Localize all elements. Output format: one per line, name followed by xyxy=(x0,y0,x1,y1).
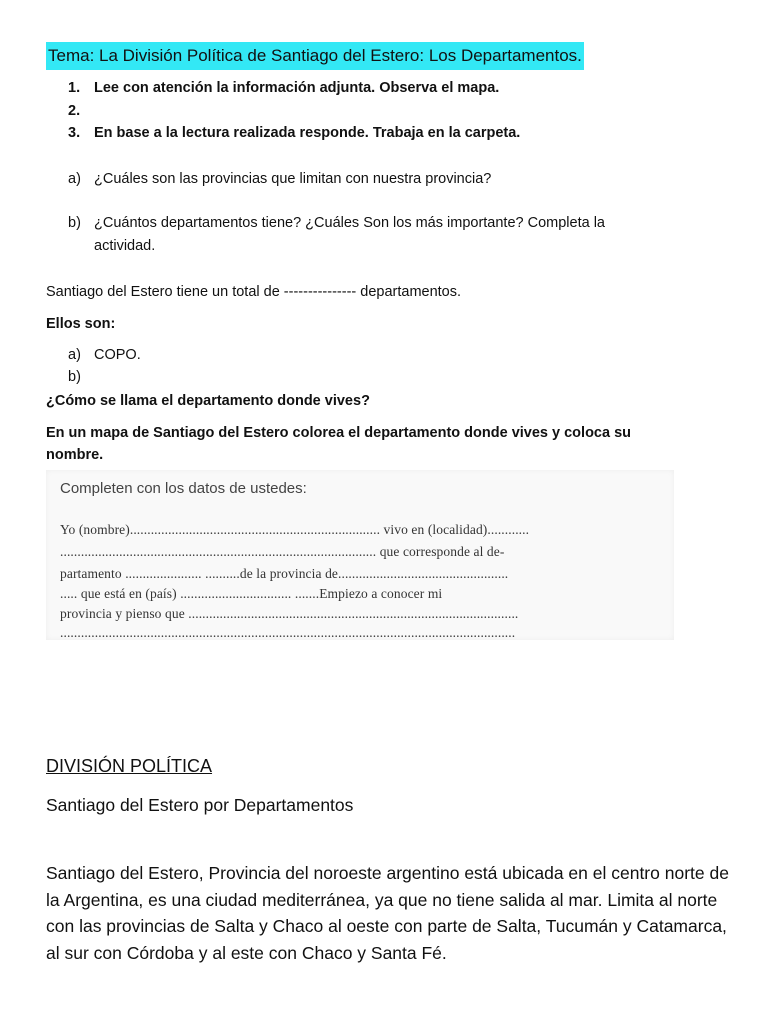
question-b-line2: actividad. xyxy=(94,238,156,254)
instruction-text: Lee con atención la información adjunta. Observa el mapa. xyxy=(94,80,500,96)
form-line-4: ..... que está en (país) ................................ .......Empiezo a conocer mi xyxy=(60,586,443,601)
instruction-item-1 xyxy=(68,80,499,96)
list-text: COPO. xyxy=(94,347,141,363)
question-text-line1: ¿Cuántos departamentos tiene? ¿Cuáles Son los más importante? Completa la xyxy=(94,215,605,231)
section-paragraph: Santiago del Estero, Provincia del noroeste argentino está ubicada en el centro norte de la Argentina, es una ciudad mediterránea, ya que no tiene salida al mar. Limita al norte con las provincias de Salta y Chaco al oeste con parte de Salta, Tucumán y Catamarca, al sur con Córdoba y al este con Chaco y Santa Fé. xyxy=(46,863,729,963)
form-line-1: Yo (nombre)........................................................................ vivo en (localidad)............ xyxy=(60,522,530,537)
page-title: Tema: La División Política de Santiago del Estero: Los Departamentos. xyxy=(46,42,584,70)
section-title: DIVISIÓN POLÍTICA xyxy=(46,756,213,776)
map-instruction-line2: nombre. xyxy=(46,447,104,463)
instruction-number: 3. xyxy=(68,125,81,141)
instruction-text: En base a la lectura realizada responde. Trabaja en la carpeta. xyxy=(94,125,521,141)
list-letter: b) xyxy=(68,369,81,385)
section-subtitle: Santiago del Estero por Departamentos xyxy=(46,795,354,815)
instruction-item-3 xyxy=(68,125,520,141)
form-line-3: partamento ...................... ..........de la provincia de................................................. xyxy=(60,566,509,581)
form-line-5: provincia y pienso que ............................................................................................... xyxy=(60,606,519,621)
question-letter: a) xyxy=(68,171,81,187)
question-department: ¿Cómo se llama el departamento donde vives? xyxy=(46,393,370,409)
question-text: ¿Cuáles son las provincias que limitan con nuestra provincia? xyxy=(94,171,492,187)
department-list-item-b xyxy=(68,369,94,385)
instruction-item-2 xyxy=(68,103,94,119)
total-departments-line: Santiago del Estero tiene un total de --------------- departamentos. xyxy=(46,284,462,300)
form-line-2: ........................................................................................... que corresponde al de- xyxy=(60,544,505,559)
instruction-number: 2. xyxy=(68,103,81,119)
department-list-item-a xyxy=(68,347,141,363)
instruction-number: 1. xyxy=(68,80,81,96)
list-letter: a) xyxy=(68,347,81,363)
question-letter: b) xyxy=(68,215,81,231)
map-instruction-line1: En un mapa de Santiago del Estero colorea el departamento donde vives y coloca su xyxy=(46,425,631,441)
form-line-6: ................................................................................................................................... xyxy=(60,625,516,640)
question-a xyxy=(68,171,491,187)
form-box xyxy=(46,470,674,640)
form-box-title: Completen con los datos de ustedes: xyxy=(60,480,307,497)
ellos-son-label: Ellos son: xyxy=(46,316,116,332)
question-b xyxy=(68,215,605,231)
